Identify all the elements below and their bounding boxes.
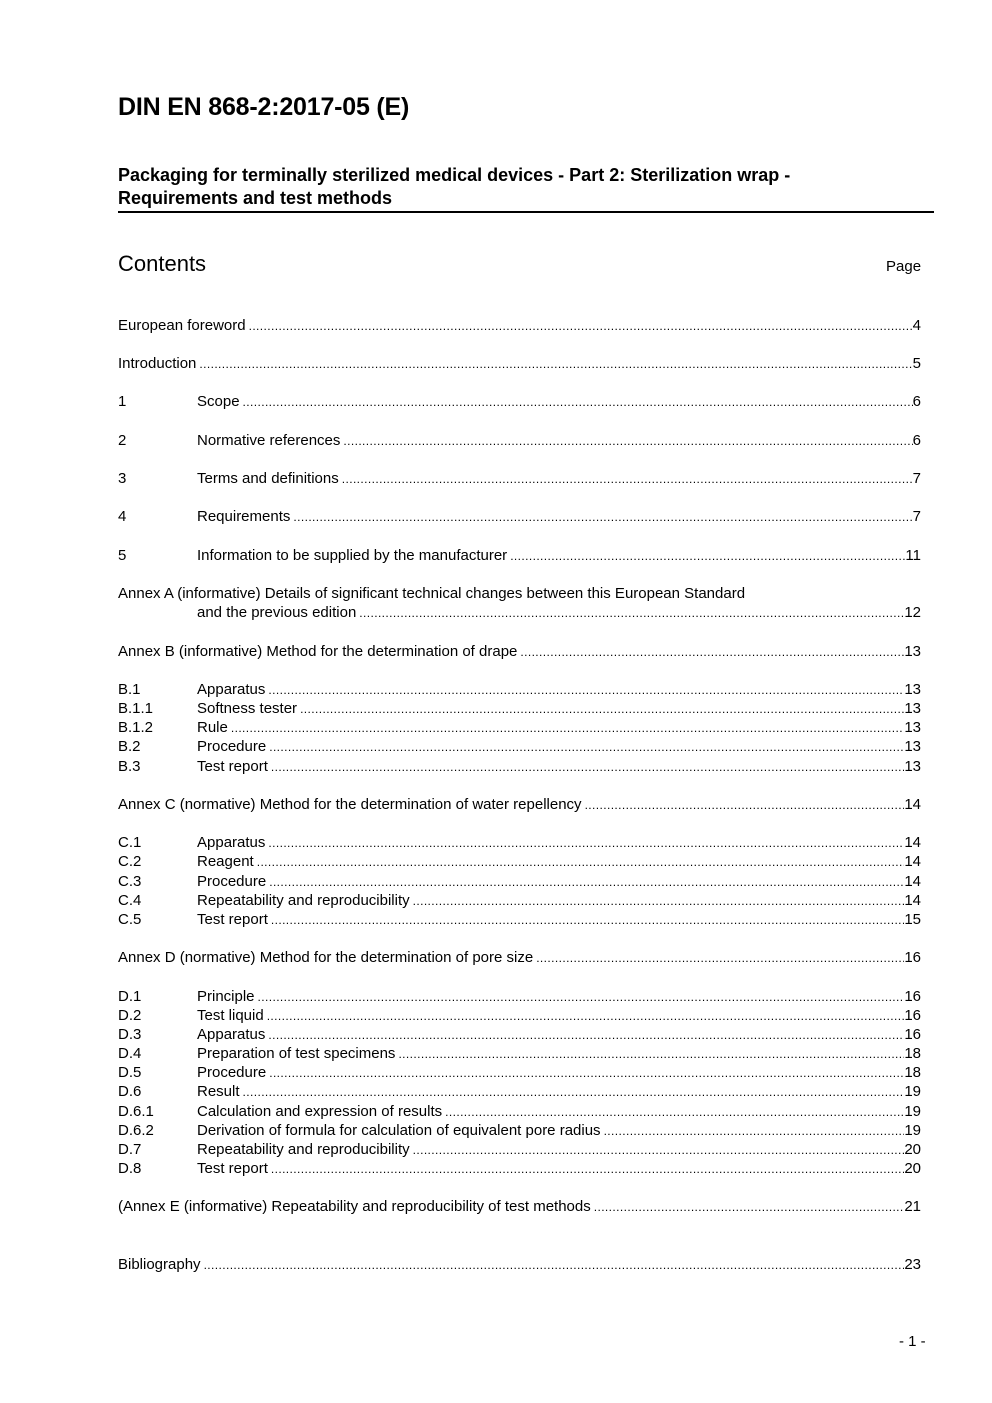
page-number: - 1 - [899, 1333, 926, 1350]
toc-entry-d8[interactable]: D.8 Test report ..... 20 [118, 1159, 921, 1178]
toc-entry-d2[interactable]: D.2 Test liquid ..... 16 [118, 1006, 921, 1025]
page-column-label: Page [886, 258, 922, 275]
toc-entry-d6[interactable]: D.6 Result ..... 19 [118, 1082, 921, 1101]
toc-entry-b1[interactable]: B.1 Apparatus ..... 13 [118, 680, 921, 699]
toc-entry-b12[interactable]: B.1.2 Rule ..... 13 [118, 718, 921, 737]
toc-entry-annex-d[interactable]: Annex D (normative) Method for the determination of pore size ..... 16 [118, 948, 921, 967]
toc-entry-d3[interactable]: D.3 Apparatus ..... 16 [118, 1025, 921, 1044]
toc-entry-d62[interactable]: D.6.2 Derivation of formula for calculation of equivalent pore radius ..... 19 [118, 1121, 921, 1140]
toc-entry-requirements[interactable]: 4 Requirements ..... 7 [118, 507, 921, 526]
toc-entry-c4[interactable]: C.4 Repeatability and reproducibility ..... 14 [118, 891, 921, 910]
toc-entry-annex-b[interactable]: Annex B (informative) Method for the determination of drape ..... 13 [118, 642, 921, 661]
toc-entry-b2[interactable]: B.2 Procedure ..... 13 [118, 737, 921, 756]
toc-entry-bibliography[interactable]: Bibliography ..... 23 [118, 1255, 921, 1274]
toc-entry-d4[interactable]: D.4 Preparation of test specimens ..... 18 [118, 1044, 921, 1063]
toc-entry-foreword[interactable]: European foreword ..... 4 [118, 316, 921, 335]
toc-entry-d1[interactable]: D.1 Principle ..... 16 [118, 987, 921, 1006]
title-line-2: Requirements and test methods [118, 188, 393, 208]
toc-entry-annex-e[interactable]: (Annex E (informative) Repeatability and reproducibility of test methods ..... 21 [118, 1197, 921, 1216]
toc-entry-annex-a-line1[interactable]: Annex A (informative) Details of significant technical changes between this European Standard [118, 585, 746, 602]
document-id: DIN EN 868-2:2017-05 (E) [118, 93, 410, 121]
title-line-1: Packaging for terminally sterilized medical devices - Part 2: Sterilization wrap - [118, 165, 791, 185]
contents-heading: Contents [118, 251, 207, 276]
toc-entry-c2[interactable]: C.2 Reagent ..... 14 [118, 852, 921, 871]
title-divider [118, 211, 934, 213]
toc-entry-annex-c[interactable]: Annex C (normative) Method for the determination of water repellency ..... 14 [118, 795, 921, 814]
toc-entry-c3[interactable]: C.3 Procedure ..... 14 [118, 872, 921, 891]
toc-entry-introduction[interactable]: Introduction ..... 5 [118, 354, 921, 373]
toc-entry-terms-definitions[interactable]: 3 Terms and definitions ..... 7 [118, 469, 921, 488]
toc-entry-normative-references[interactable]: 2 Normative references ..... 6 [118, 431, 921, 450]
toc-entry-scope[interactable]: 1 Scope ..... 6 [118, 392, 921, 411]
toc-entry-annex-a[interactable]: and the previous edition ..... 12 [118, 603, 921, 622]
toc-entry-c5[interactable]: C.5 Test report ..... 15 [118, 910, 921, 929]
toc-entry-b3[interactable]: B.3 Test report ..... 13 [118, 757, 921, 776]
document-title [118, 164, 934, 210]
toc-entry-c1[interactable]: C.1 Apparatus ..... 14 [118, 833, 921, 852]
toc-entry-d5[interactable]: D.5 Procedure ..... 18 [118, 1063, 921, 1082]
toc-entry-d7[interactable]: D.7 Repeatability and reproducibility ..... 20 [118, 1140, 921, 1159]
toc-entry-b11[interactable]: B.1.1 Softness tester ..... 13 [118, 699, 921, 718]
toc-entry-d61[interactable]: D.6.1 Calculation and expression of results ..... 19 [118, 1102, 921, 1121]
toc-entry-information-supplied[interactable]: 5 Information to be supplied by the manufacturer ..... 11 [118, 546, 921, 565]
